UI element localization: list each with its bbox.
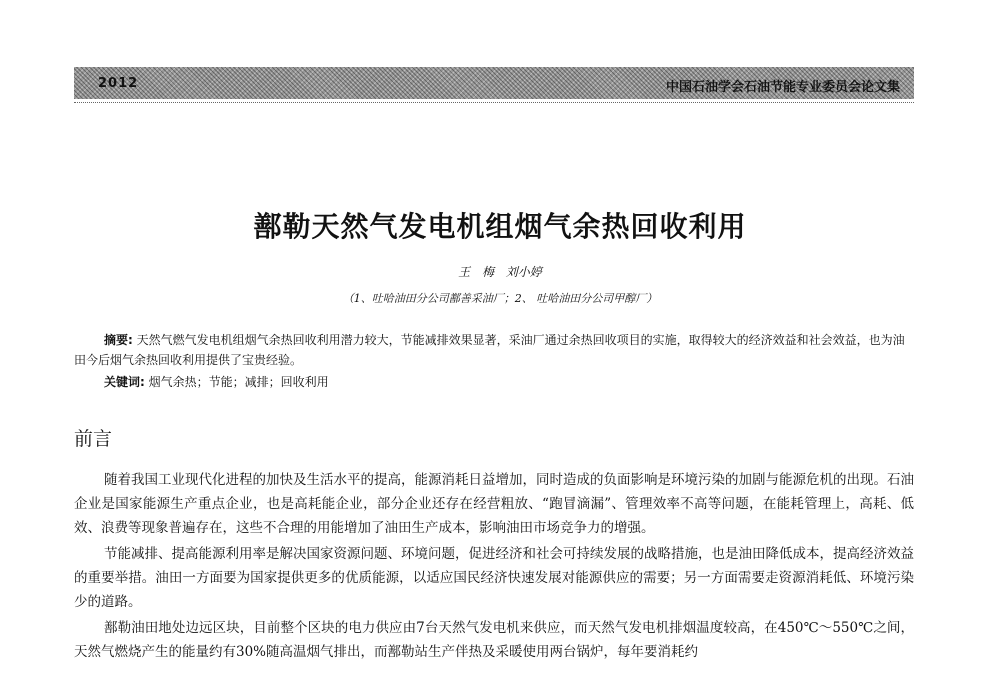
paper-authors: 王 梅 刘小婷 <box>458 265 542 279</box>
body-paragraph: 节能减排、提高能源利用率是解决国家资源问题、环境问题，促进经济和社会可持续发展的战略措施，也是油田降低成本，提高经济效益的重要举措。油田一方面要为国家提供更多的优质能源，以适应国民经济快速发展对能源供应的需要；另一方面需要走资源消耗低、环境污染少的道路。 <box>74 546 914 610</box>
keywords-label: 关键词: <box>104 375 145 389</box>
keywords-text: 烟气余热；节能；减排；回收利用 <box>148 375 329 389</box>
body-paragraph: 随着我国工业现代化进程的加快及生活水平的提高，能源消耗日益增加，同时造成的负面影响是环境污染的加剧与能源危机的出现。石油企业是国家能源生产重点企业，也是高耗能企业，部分企业还存在经营粗放、“跑冒滴漏”、管理效率不高等问题，在能耗管理上，高耗、低效、浪费等现象普遍存在，这些不合理的用能增加了油田生产成本，影响油田市场竞争力的增强。 <box>74 472 914 536</box>
paper-title: 鄯勒天然气发电机组烟气余热回收利用 <box>253 210 747 243</box>
paper-affiliations: （1、吐哈油田分公司鄯善采油厂；2、 吐哈油田分公司甲醇厂） <box>342 292 658 305</box>
abstract-text: 天然气燃气发电机组烟气余热回收利用潜力较大，节能减排效果显著，采油厂通过余热回收项目的实施，取得较大的经济效益和社会效益，也为油田今后烟气余热回收利用提供了宝贵经验。 <box>74 333 905 367</box>
keywords <box>104 373 329 391</box>
section-title: 前言 <box>74 428 113 450</box>
header-divider <box>74 102 914 103</box>
abstract-label: 摘要: <box>104 333 133 347</box>
abstract <box>74 330 914 370</box>
header-year: 2012 <box>98 76 139 91</box>
body-text <box>74 468 914 666</box>
header-proceedings-title: 中国石油学会石油节能专业委员会论文集 <box>665 80 900 95</box>
body-paragraph: 鄯勒油田地处边远区块，目前整个区块的电力供应由7台天然气发电机来供应，而天然气发电机排烟温度较高，在450℃～550℃之间，天然气燃烧产生的能量约有30%随高温烟气排出，而鄯勒站生产伴热及采暖使用两台锅炉，每年要消耗约 <box>74 620 914 660</box>
